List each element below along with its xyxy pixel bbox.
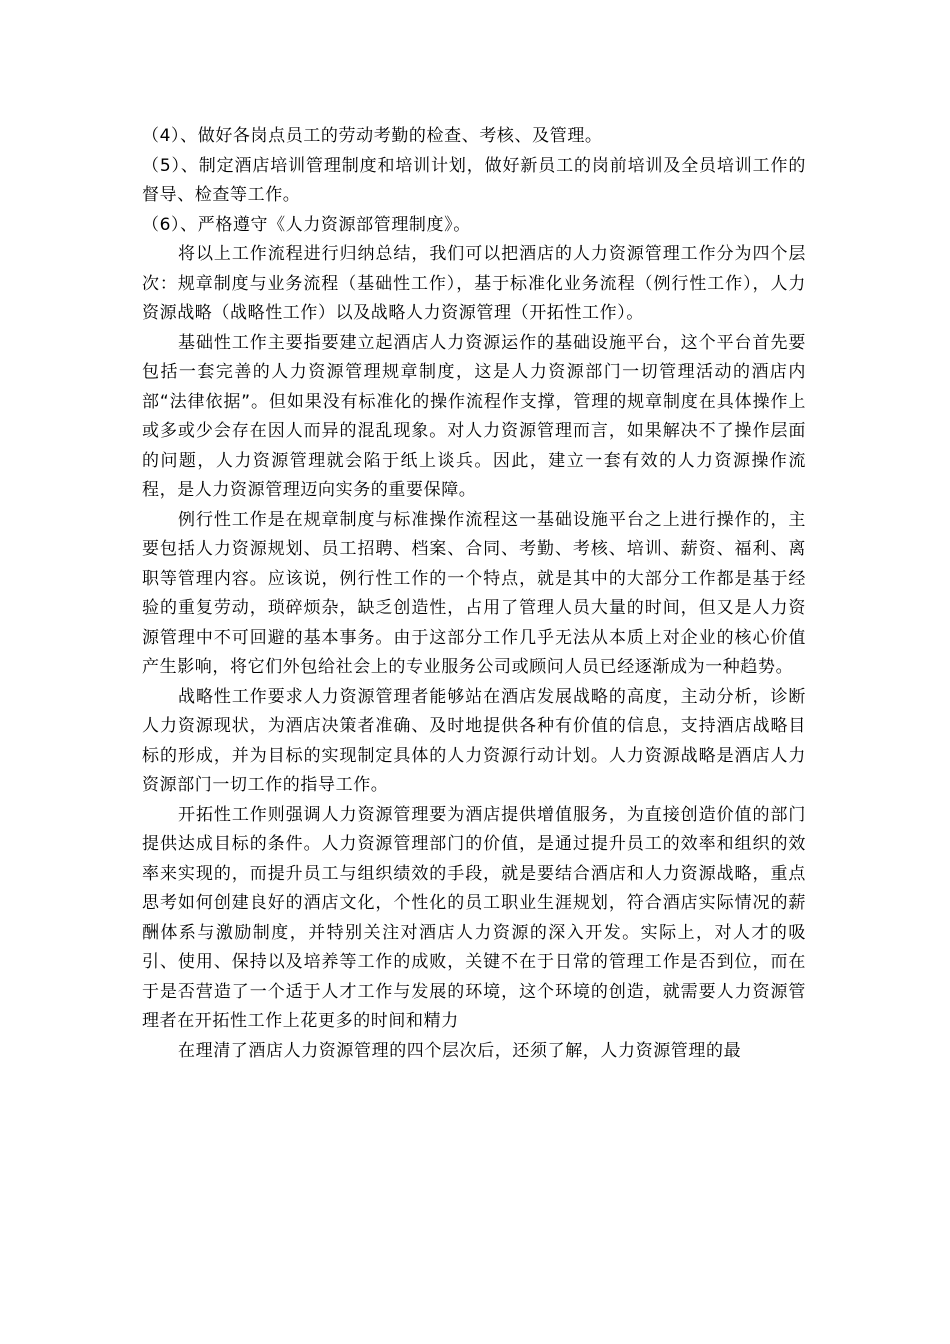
paragraph-item-4: （4）、做好各岗点员工的劳动考勤的检查、考核、及管理。 xyxy=(142,126,603,146)
paragraph-summary: 将以上工作流程进行归纳总结，我们可以把酒店的人力资源管理工作分为四个层次：规章制度与业务流程（基础性工作），基于标准化业务流程（例行性工作），人力资源战略（战略性工作）以及战略人力资源管理（开拓性工作）。 xyxy=(142,244,806,323)
paragraph-routine-work: 例行性工作是在规章制度与标准操作流程这一基础设施平台之上进行操作的，主要包括人力资源规划、员工招聘、档案、合同、考勤、考核、培训、薪资、福利、离职等管理内容。应该说，例行性工作的一个特点，就是其中的大部分工作都是基于经验的重复劳动，琐碎烦杂，缺乏创造性，占用了管理人员大量的时间，但又是人力资源管理中不可回避的基本事务。由于这部分工作几乎无法从本质上对企业的核心价值产生影响，将它们外包给社会上的专业服务公司或顾问人员已经逐渐成为一种趋势。 xyxy=(142,509,806,677)
paragraph-pioneering-work: 开拓性工作则强调人力资源管理要为酒店提供增值服务，为直接创造价值的部门提供达成目标的条件。人力资源管理部门的价值，是通过提升员工的效率和组织的效率来实现的，而提升员工与组织绩效的手段，就是要结合酒店和人力资源战略，重点思考如何创建良好的酒店文化，个性化的员工职业生涯规划，符合酒店实际情况的薪酬体系与激励制度，并特别关注对酒店人力资源的深入开发。实际上，对人才的吸引、使用、保持以及培养等工作的成败，关键不在于日常的管理工作是否到位，而在于是否营造了一个适于人才工作与发展的环境，这个环境的创造，就需要人力资源管理者在开拓性工作上花更多的时间和精力 xyxy=(142,804,806,1031)
paragraph-item-5: （5）、制定酒店培训管理制度和培训计划，做好新员工的岗前培训及全员培训工作的督导、检查等工作。 xyxy=(142,155,806,205)
paragraph-conclusion: 在理清了酒店人力资源管理的四个层次后，还须了解，人力资源管理的最 xyxy=(178,1040,742,1061)
document-page xyxy=(142,122,806,1066)
paragraph-strategic-work: 战略性工作要求人力资源管理者能够站在酒店发展战略的高度，主动分析，诊断人力资源现状，为酒店决策者准确、及时地提供各种有价值的信息，支持酒店战略目标的形成，并为目标的实现制定具体的人力资源行动计划。人力资源战略是酒店人力资源部门一切工作的指导工作。 xyxy=(142,686,806,795)
paragraph-basic-work: 基础性工作主要指要建立起酒店人力资源运作的基础设施平台，这个平台首先要包括一套完善的人力资源管理规章制度，这是人力资源部门一切管理活动的酒店内部“法律依据”。但如果没有标准化的操作流程作支撑，管理的规章制度在具体操作上或多或少会存在因人而异的混乱现象。对人力资源管理而言，如果解决不了操作层面的问题，人力资源管理就会陷于纸上谈兵。因此，建立一套有效的人力资源操作流程，是人力资源管理迈向实务的重要保障。 xyxy=(142,332,806,500)
paragraph-item-6: （6）、严格遵守《人力资源部管理制度》。 xyxy=(142,214,471,235)
